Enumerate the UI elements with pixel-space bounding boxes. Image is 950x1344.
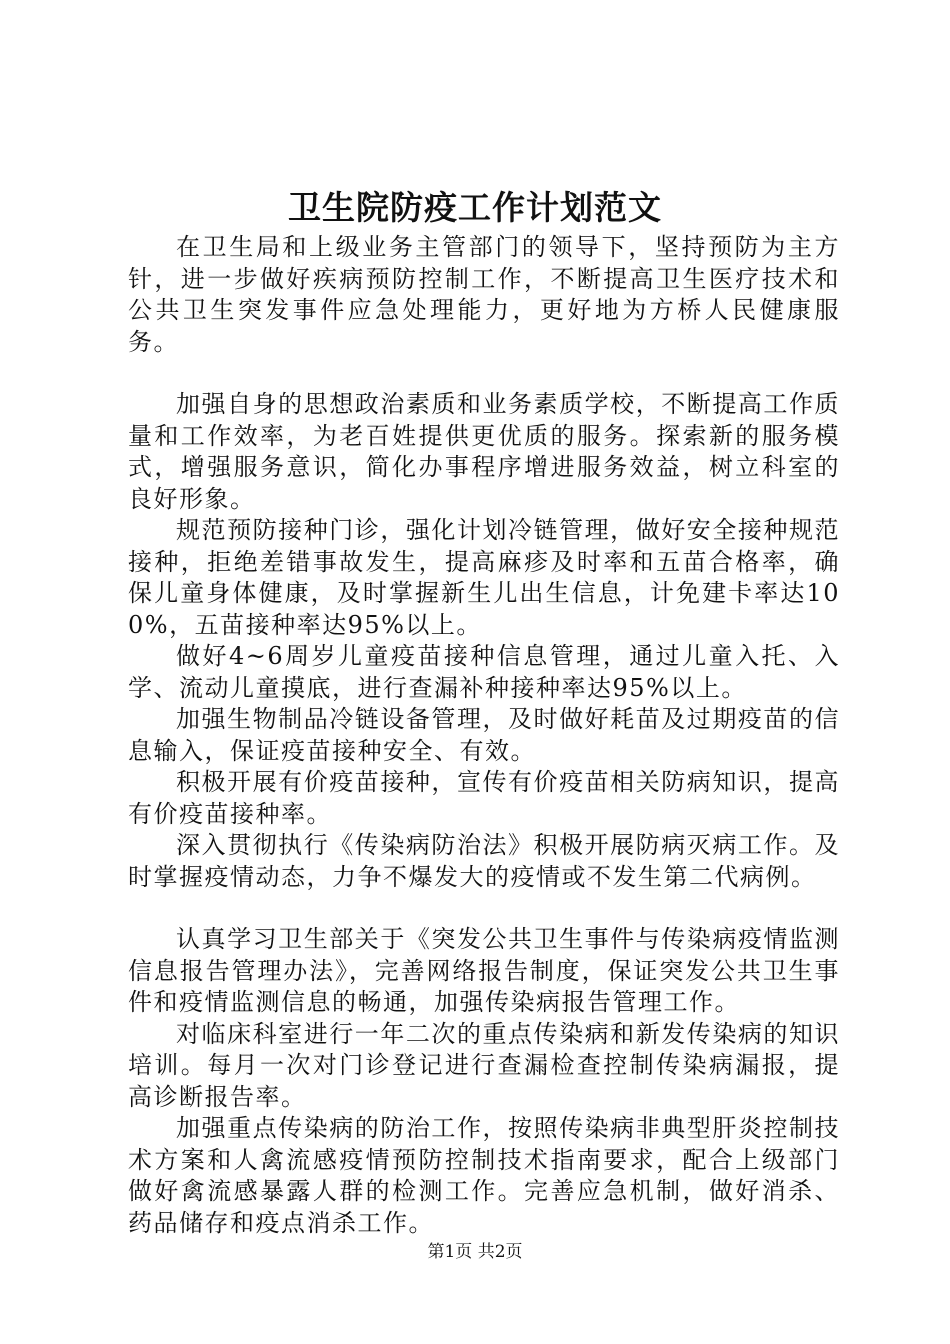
paragraph-3: 规范预防接种门诊，强化计划冷链管理，做好安全接种规范接种，拒绝差错事故发生，提高麻疹及时率和五苗合格率，确保儿童身体健康，及时掌握新生儿出生信息，计免建卡率达100%，五苗接种率达95%以上。	[128, 516, 840, 639]
paragraph-10: 加强重点传染病的防治工作，按照传染病非典型肝炎控制技术方案和人禽流感疫情预防控制技术指南要求，配合上级部门做好禽流感暴露人群的检测工作。完善应急机制，做好消杀、药品储存和疫点消杀工作。	[128, 1114, 840, 1237]
paragraph-spacer	[128, 893, 840, 924]
paragraph-4: 做好4~6周岁儿童疫苗接种信息管理，通过儿童入托、入学、流动儿童摸底，进行查漏补种接种率达95%以上。	[128, 642, 840, 702]
paragraph-5: 加强生物制品冷链设备管理，及时做好耗苗及过期疫苗的信息输入，保证疫苗接种安全、有效。	[128, 705, 840, 765]
paragraph-7: 深入贯彻执行《传染病防治法》积极开展防病灭病工作。及时掌握疫情动态，力争不爆发大的疫情或不发生第二代病例。	[128, 831, 840, 891]
document-title: 卫生院防疫工作计划范文	[288, 188, 662, 227]
paragraph-spacer	[128, 358, 840, 389]
paragraph-9: 对临床科室进行一年二次的重点传染病和新发传染病的知识培训。每月一次对门诊登记进行查漏检查控制传染病漏报，提高诊断报告率。	[128, 1019, 840, 1111]
document-body	[128, 232, 840, 1239]
paragraph-8: 认真学习卫生部关于《突发公共卫生事件与传染病疫情监测信息报告管理办法》，完善网络报告制度，保证突发公共卫生事件和疫情监测信息的畅通，加强传染病报告管理工作。	[128, 925, 840, 1016]
paragraph-6: 积极开展有价疫苗接种，宣传有价疫苗相关防病知识，提高有价疫苗接种率。	[128, 768, 840, 828]
paragraph-2: 加强自身的思想政治素质和业务素质学校，不断提高工作质量和工作效率，为老百姓提供更优质的服务。探索新的服务模式，增强服务意识，简化办事程序增进服务效益，树立科室的良好形象。	[128, 390, 840, 513]
paragraph-1: 在卫生局和上级业务主管部门的领导下，坚持预防为主方针，进一步做好疾病预防控制工作，不断提高卫生医疗技术和公共卫生突发事件应急处理能力，更好地为方桥人民健康服务。	[128, 233, 840, 356]
page-footer: 第1页 共2页	[427, 1242, 523, 1262]
